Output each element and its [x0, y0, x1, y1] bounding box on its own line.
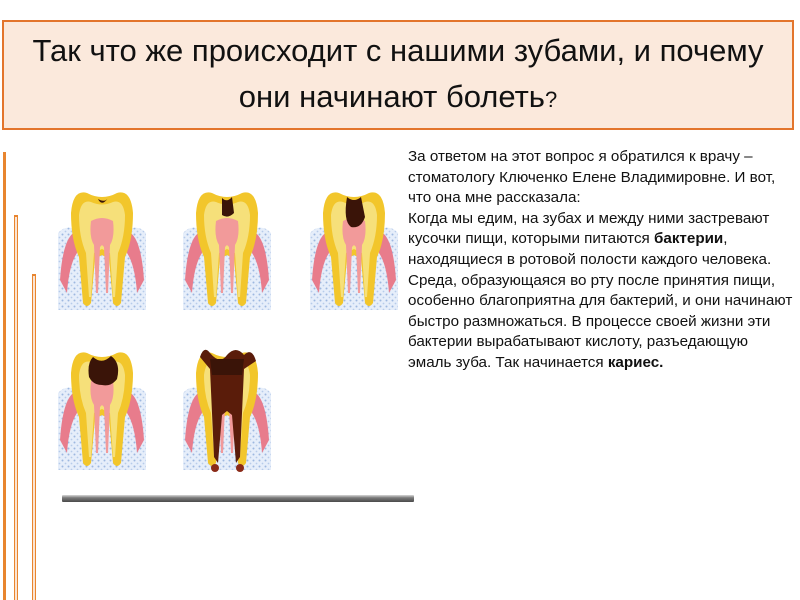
illustration-baseline [62, 495, 414, 502]
decorative-bar-2 [14, 215, 18, 600]
tooth-stage-2 [183, 192, 271, 310]
body-intro: За ответом на этот вопрос я обратился к врачу – стоматологу Ключенко Елене Владимировне. И вот, что она мне рассказала: [408, 148, 776, 207]
slide-title [4, 28, 792, 123]
slide-title-question-mark: ? [544, 86, 558, 112]
bacteria-word: бактерии [654, 230, 724, 248]
body-text-part-2: , находящиеся в ротовой полости каждого человека. Среда, образующаяся во рту после принятия пищи, особенно благоприятна для бактерий, и они начинают быстро размножаться. В процессе своей жизни эти бактерии вырабатывают кислоту, разъедающую эмаль зуба. Так начинается [408, 230, 793, 371]
caries-stages-illustration [55, 185, 405, 495]
slide-title-box [2, 20, 794, 130]
decorative-bar-1 [3, 152, 6, 600]
body-text [408, 147, 793, 374]
decorative-bar-3 [32, 274, 36, 600]
tooth-stage-5 [183, 350, 271, 472]
tooth-stage-3 [310, 192, 398, 310]
tooth-stage-4 [58, 352, 146, 470]
slide-title-main: Так что же происходит с нашими зубами, и почему они начинают болеть [32, 32, 764, 114]
body-text-part-1: Когда мы едим, на зубах и между ними застревают кусочки пищи, которыми питаются [408, 209, 770, 248]
caries-word: кариес. [607, 353, 664, 371]
tooth-stage-1 [58, 192, 146, 310]
